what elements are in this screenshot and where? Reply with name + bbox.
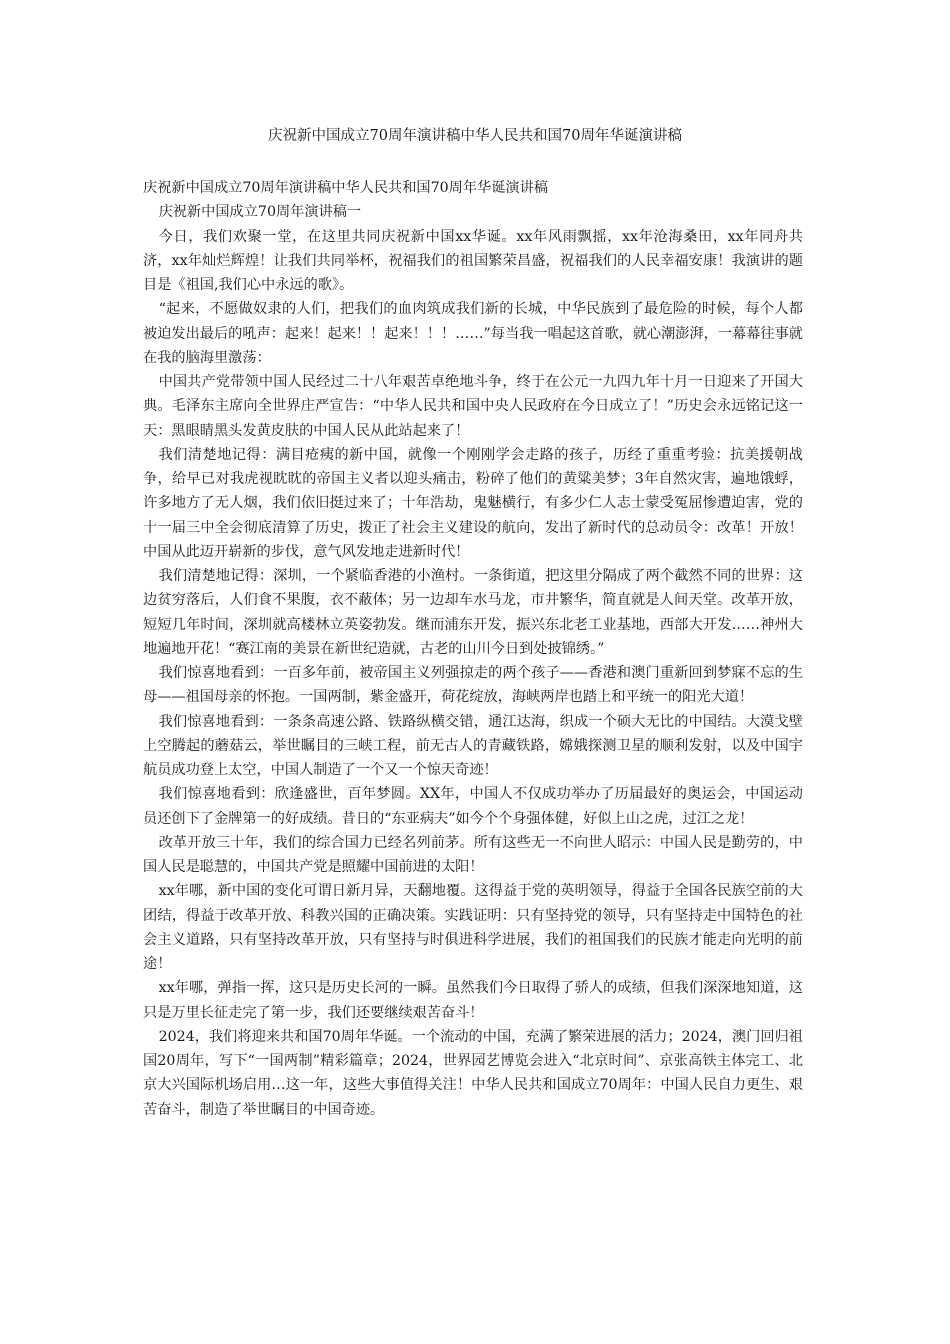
paragraph: 2024，我们将迎来共和国70周年华诞。一个流动的中国，充满了繁荣进展的活力；2024，澳门回归祖国20周年，写下“一国两制”精彩篇章；2024，世界园艺博览会进入“北京时间”、京张高铁主体完工、北京大兴国际机场启用…这一年，这些大事值得关注！中华人民共和国成立70周年：中国人民自力更生、艰苦奋斗，制造了举世瞩目的中国奇迹。: [143, 1028, 803, 1118]
paragraph: 我们清楚地记得：满目疮痍的新中国，就像一个刚刚学会走路的孩子，历经了重重考验：抗美援朝战争，给早已对我虎视眈眈的帝国主义者以迎头痛击，粉碎了他们的黄粱美梦；3年自然灾害，遍地饿蜉，许多地方了无人烟，我们依旧挺过来了；十年浩劫，鬼魅横行，有多少仁人志士蒙受冤屈惨遭迫害，党的十一届三中全会彻底清算了历史，拨正了社会主义建设的航向，发出了新时代的总动员令：改革！开放！中国从此迈开崭新的步伐，意气风发地走进新时代！: [143, 446, 803, 560]
paragraph: 我们惊喜地看到：一条条高速公路、铁路纵横交错，通江达海，织成一个硕大无比的中国结。大漠戈壁上空腾起的蘑菇云，举世瞩目的三峡工程，前无古人的青藏铁路，嫦娥探测卫星的顺利发射，以及中国宇航员成功登上太空，中国人制造了一个又一个惊天奇迹！: [143, 713, 803, 778]
paragraph: 中国共产党带领中国人民经过二十八年艰苦卓绝地斗争，终于在公元一九四九年十月一日迎来了开国大典。毛泽东主席向全世界庄严宣告：“中华人民共和国中央人民政府在今日成立了！”历史会永远铭记这一天：黑眼睛黑头发黄皮肤的中国人民从此站起来了！: [143, 374, 803, 439]
paragraph: 我们清楚地记得：深圳，一个紧临香港的小渔村。一条街道，把这里分隔成了两个截然不同的世界：这边贫穷落后，人们食不果腹，衣不蔽体；另一边却车水马龙，市井繁华，简直就是人间天堂。改革开放，短短几年时间，深圳就高楼林立英姿勃发。继而浦东开发，振兴东北老工业基地，西部大开发……神州大地遍地开花！“赛江南的美景在新世纪造就，古老的山川今日到处披锦绣。”: [143, 568, 803, 657]
document-title: 庆祝新中国成立70周年演讲稿中华人民共和国70周年华诞演讲稿: [268, 128, 682, 144]
part-heading: 庆祝新中国成立70周年演讲稿一: [158, 204, 362, 221]
document-body: [143, 176, 803, 1122]
document-subtitle: 庆祝新中国成立70周年演讲稿中华人民共和国70周年华诞演讲稿: [143, 180, 548, 196]
paragraph: 我们惊喜地看到：欣逢盛世，百年梦圆。XX年，中国人不仅成功举办了历届最好的奥运会，中国运动员还创下了金牌第一的好成绩。昔日的“东亚病夫”如今个个身强体健，好似上山之虎，过江之龙！: [143, 786, 803, 827]
paragraph: 我们惊喜地看到：一百多年前，被帝国主义列强掠走的两个孩子——香港和澳门重新回到梦寐不忘的生母——祖国母亲的怀抱。一国两制，紫金盛开，荷花绽放，海峡两岸也踏上和平统一的阳光大道！: [143, 665, 803, 706]
paragraph: xx年哪，新中国的变化可谓日新月异，天翻地覆。这得益于党的英明领导，得益于全国各民族空前的大团结，得益于改革开放、科教兴国的正确决策。实践证明：只有坚持党的领导，只有坚持走中国特色的社会主义道路，只有坚持改革开放，只有坚持与时俱进科学进展，我们的祖国我们的民族才能走向光明的前途！: [143, 883, 803, 972]
paragraph: 改革开放三十年，我们的综合国力已经名列前茅。所有这些无一不向世人昭示：中国人民是勤劳的，中国人民是聪慧的，中国共产党是照耀中国前进的太阳！: [143, 834, 803, 875]
paragraph: xx年哪，弹指一挥，这只是历史长河的一瞬。虽然我们今日取得了骄人的成绩，但我们深深地知道，这只是万里长征走完了第一步，我们还要继续艰苦奋斗！: [143, 980, 803, 1021]
paragraph: 今日，我们欢聚一堂，在这里共同庆祝新中国xx华诞。xx年风雨飘摇，xx年沧海桑田，xx年同舟共济，xx年灿烂辉煌！让我们共同举杯，祝福我们的祖国繁荣昌盛，祝福我们的人民幸福安康！我演讲的题目是《祖国,我们心中永远的歌》。: [143, 228, 803, 293]
paragraph: “起来，不愿做奴隶的人们，把我们的血肉筑成我们新的长城，中华民族到了最危险的时候，每个人都被迫发出最后的吼声：起来！起来！！起来！！！……”每当我一唱起这首歌，就心潮澎湃，一幕幕往事就在我的脑海里激荡：: [143, 301, 803, 366]
